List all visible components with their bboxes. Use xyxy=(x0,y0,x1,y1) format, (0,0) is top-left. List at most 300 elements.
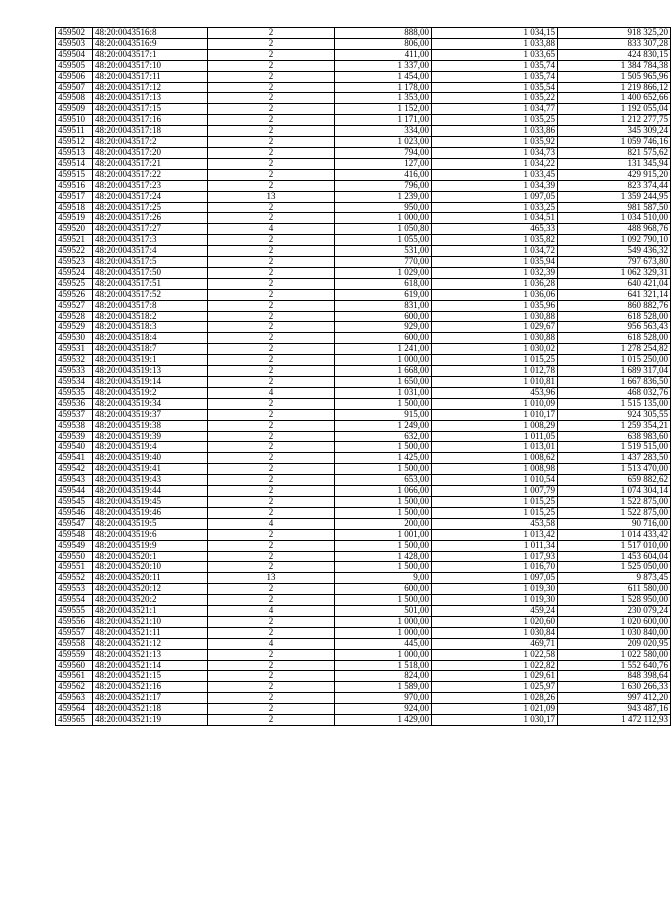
area: 1 001,00 xyxy=(335,529,432,540)
table-row xyxy=(56,344,671,355)
table-row xyxy=(56,486,671,497)
cadastral-number: 48:20:0043517:20 xyxy=(93,147,208,158)
table-row xyxy=(56,442,671,453)
cadastral-value: 1 453 604,04 xyxy=(558,551,671,562)
cadastral-value: 424 830,15 xyxy=(558,49,671,60)
row-id: 459519 xyxy=(56,213,93,224)
area: 1 000,00 xyxy=(335,355,432,366)
category-code: 2 xyxy=(208,147,335,158)
specific-value: 1 032,39 xyxy=(432,267,558,278)
cadastral-number: 48:20:0043517:27 xyxy=(93,224,208,235)
table-row xyxy=(56,311,671,322)
area: 1 454,00 xyxy=(335,71,432,82)
cadastral-number: 48:20:0043521:19 xyxy=(93,715,208,726)
area: 1 353,00 xyxy=(335,93,432,104)
cadastral-number: 48:20:0043517:8 xyxy=(93,300,208,311)
cadastral-number: 48:20:0043519:9 xyxy=(93,540,208,551)
cadastral-value: 848 398,64 xyxy=(558,671,671,682)
cadastral-value: 918 325,20 xyxy=(558,28,671,39)
cadastral-value: 1 278 254,82 xyxy=(558,344,671,355)
area: 127,00 xyxy=(335,158,432,169)
specific-value: 453,58 xyxy=(432,518,558,529)
row-id: 459554 xyxy=(56,595,93,606)
cadastral-value: 1 074 304,14 xyxy=(558,486,671,497)
table-row xyxy=(56,660,671,671)
row-id: 459545 xyxy=(56,496,93,507)
area: 618,00 xyxy=(335,278,432,289)
cadastral-value: 618 528,00 xyxy=(558,333,671,344)
cadastral-number: 48:20:0043517:13 xyxy=(93,93,208,104)
cadastral-value: 1 472 112,93 xyxy=(558,715,671,726)
area: 1 429,00 xyxy=(335,715,432,726)
cadastral-number: 48:20:0043517:51 xyxy=(93,278,208,289)
cadastral-number: 48:20:0043520:11 xyxy=(93,573,208,584)
specific-value: 1 008,98 xyxy=(432,464,558,475)
table-row xyxy=(56,333,671,344)
row-id: 459532 xyxy=(56,355,93,366)
cadastral-value: 131 345,94 xyxy=(558,158,671,169)
cadastral-number: 48:20:0043519:4 xyxy=(93,442,208,453)
table-row xyxy=(56,180,671,191)
category-code: 2 xyxy=(208,671,335,682)
category-code: 2 xyxy=(208,453,335,464)
area: 1 428,00 xyxy=(335,551,432,562)
category-code: 2 xyxy=(208,420,335,431)
table-row xyxy=(56,671,671,682)
cadastral-value: 1 014 433,42 xyxy=(558,529,671,540)
row-id: 459562 xyxy=(56,682,93,693)
row-id: 459521 xyxy=(56,235,93,246)
row-id: 459514 xyxy=(56,158,93,169)
area: 1 171,00 xyxy=(335,115,432,126)
category-code: 2 xyxy=(208,300,335,311)
row-id: 459557 xyxy=(56,627,93,638)
table-row xyxy=(56,191,671,202)
cadastral-number: 48:20:0043517:5 xyxy=(93,257,208,268)
cadastral-number: 48:20:0043521:15 xyxy=(93,671,208,682)
table-row xyxy=(56,595,671,606)
specific-value: 1 097,05 xyxy=(432,573,558,584)
cadastral-number: 48:20:0043517:12 xyxy=(93,82,208,93)
cadastral-value: 1 515 135,00 xyxy=(558,398,671,409)
category-code: 2 xyxy=(208,595,335,606)
category-code: 2 xyxy=(208,202,335,213)
table-row xyxy=(56,355,671,366)
area: 411,00 xyxy=(335,49,432,60)
row-id: 459534 xyxy=(56,377,93,388)
table-row xyxy=(56,704,671,715)
specific-value: 1 007,79 xyxy=(432,486,558,497)
category-code: 2 xyxy=(208,82,335,93)
table-row xyxy=(56,693,671,704)
row-id: 459535 xyxy=(56,387,93,398)
cadastral-value: 1 030 840,00 xyxy=(558,627,671,638)
cadastral-number: 48:20:0043516:8 xyxy=(93,28,208,39)
cadastral-number: 48:20:0043521:12 xyxy=(93,638,208,649)
specific-value: 1 012,78 xyxy=(432,366,558,377)
table-row xyxy=(56,147,671,158)
cadastral-value: 90 716,00 xyxy=(558,518,671,529)
category-code: 2 xyxy=(208,115,335,126)
table-row xyxy=(56,366,671,377)
category-code: 2 xyxy=(208,104,335,115)
cadastral-value: 1 020 600,00 xyxy=(558,616,671,627)
cadastral-number: 48:20:0043517:2 xyxy=(93,137,208,148)
table-row xyxy=(56,322,671,333)
cadastral-number: 48:20:0043517:52 xyxy=(93,289,208,300)
row-id: 459516 xyxy=(56,180,93,191)
cadastral-number: 48:20:0043519:1 xyxy=(93,355,208,366)
table-row xyxy=(56,289,671,300)
area: 929,00 xyxy=(335,322,432,333)
row-id: 459538 xyxy=(56,420,93,431)
cadastral-number: 48:20:0043519:46 xyxy=(93,507,208,518)
cadastral-value: 1 192 055,04 xyxy=(558,104,671,115)
area: 824,00 xyxy=(335,671,432,682)
row-id: 459547 xyxy=(56,518,93,529)
area: 1 500,00 xyxy=(335,464,432,475)
table-row xyxy=(56,38,671,49)
cadastral-value: 1 022 580,00 xyxy=(558,649,671,660)
cadastral-value: 429 915,20 xyxy=(558,169,671,180)
table-row xyxy=(56,213,671,224)
cadastral-value: 1 552 640,76 xyxy=(558,660,671,671)
table-row xyxy=(56,202,671,213)
row-id: 459551 xyxy=(56,562,93,573)
category-code: 2 xyxy=(208,344,335,355)
specific-value: 1 035,25 xyxy=(432,115,558,126)
area: 1 178,00 xyxy=(335,82,432,93)
table-row xyxy=(56,507,671,518)
specific-value: 453,96 xyxy=(432,387,558,398)
cadastral-value: 1 219 866,12 xyxy=(558,82,671,93)
cadastral-value: 1 505 965,96 xyxy=(558,71,671,82)
cadastral-number: 48:20:0043519:40 xyxy=(93,453,208,464)
cadastral-table xyxy=(55,27,671,726)
area: 1 055,00 xyxy=(335,235,432,246)
category-code: 2 xyxy=(208,180,335,191)
area: 1 500,00 xyxy=(335,595,432,606)
cadastral-number: 48:20:0043519:41 xyxy=(93,464,208,475)
category-code: 2 xyxy=(208,289,335,300)
specific-value: 1 034,72 xyxy=(432,246,558,257)
specific-value: 1 030,17 xyxy=(432,715,558,726)
category-code: 2 xyxy=(208,616,335,627)
table-row xyxy=(56,93,671,104)
row-id: 459564 xyxy=(56,704,93,715)
row-id: 459522 xyxy=(56,246,93,257)
cadastral-value: 823 374,44 xyxy=(558,180,671,191)
table-row xyxy=(56,257,671,268)
area: 445,00 xyxy=(335,638,432,649)
table-row xyxy=(56,158,671,169)
specific-value: 1 035,94 xyxy=(432,257,558,268)
cadastral-number: 48:20:0043521:11 xyxy=(93,627,208,638)
specific-value: 1 035,92 xyxy=(432,137,558,148)
category-code: 2 xyxy=(208,431,335,442)
table-row xyxy=(56,431,671,442)
cadastral-value: 924 305,55 xyxy=(558,409,671,420)
category-code: 4 xyxy=(208,638,335,649)
cadastral-number: 48:20:0043517:22 xyxy=(93,169,208,180)
area: 1 425,00 xyxy=(335,453,432,464)
row-id: 459515 xyxy=(56,169,93,180)
cadastral-value: 1 015 250,00 xyxy=(558,355,671,366)
row-id: 459509 xyxy=(56,104,93,115)
cadastral-number: 48:20:0043518:3 xyxy=(93,322,208,333)
row-id: 459537 xyxy=(56,409,93,420)
specific-value: 1 034,22 xyxy=(432,158,558,169)
cadastral-number: 48:20:0043519:45 xyxy=(93,496,208,507)
row-id: 459512 xyxy=(56,137,93,148)
category-code: 2 xyxy=(208,126,335,137)
cadastral-number: 48:20:0043517:16 xyxy=(93,115,208,126)
specific-value: 1 021,09 xyxy=(432,704,558,715)
category-code: 2 xyxy=(208,715,335,726)
table-row xyxy=(56,529,671,540)
area: 924,00 xyxy=(335,704,432,715)
specific-value: 1 097,05 xyxy=(432,191,558,202)
specific-value: 465,33 xyxy=(432,224,558,235)
cadastral-value: 860 882,76 xyxy=(558,300,671,311)
area: 831,00 xyxy=(335,300,432,311)
row-id: 459502 xyxy=(56,28,93,39)
table-row xyxy=(56,420,671,431)
table-row xyxy=(56,649,671,660)
area: 1 239,00 xyxy=(335,191,432,202)
cadastral-value: 1 525 050,00 xyxy=(558,562,671,573)
row-id: 459511 xyxy=(56,126,93,137)
row-id: 459550 xyxy=(56,551,93,562)
row-id: 459536 xyxy=(56,398,93,409)
row-id: 459510 xyxy=(56,115,93,126)
cadastral-value: 488 968,76 xyxy=(558,224,671,235)
row-id: 459543 xyxy=(56,475,93,486)
cadastral-number: 48:20:0043517:11 xyxy=(93,71,208,82)
category-code: 4 xyxy=(208,387,335,398)
category-code: 2 xyxy=(208,158,335,169)
area: 501,00 xyxy=(335,606,432,617)
table-row xyxy=(56,518,671,529)
category-code: 2 xyxy=(208,322,335,333)
area: 1 500,00 xyxy=(335,442,432,453)
category-code: 2 xyxy=(208,213,335,224)
table-row xyxy=(56,235,671,246)
cadastral-number: 48:20:0043520:1 xyxy=(93,551,208,562)
cadastral-number: 48:20:0043521:17 xyxy=(93,693,208,704)
cadastral-value: 1 212 277,75 xyxy=(558,115,671,126)
category-code: 2 xyxy=(208,137,335,148)
area: 1 500,00 xyxy=(335,540,432,551)
row-id: 459563 xyxy=(56,693,93,704)
category-code: 2 xyxy=(208,355,335,366)
table-row xyxy=(56,409,671,420)
table-row xyxy=(56,496,671,507)
row-id: 459508 xyxy=(56,93,93,104)
table-row xyxy=(56,115,671,126)
table-row xyxy=(56,606,671,617)
cadastral-number: 48:20:0043521:1 xyxy=(93,606,208,617)
specific-value: 1 035,82 xyxy=(432,235,558,246)
row-id: 459529 xyxy=(56,322,93,333)
category-code: 2 xyxy=(208,278,335,289)
cadastral-number: 48:20:0043519:6 xyxy=(93,529,208,540)
specific-value: 1 035,74 xyxy=(432,60,558,71)
cadastral-number: 48:20:0043519:14 xyxy=(93,377,208,388)
row-id: 459528 xyxy=(56,311,93,322)
category-code: 2 xyxy=(208,540,335,551)
row-id: 459555 xyxy=(56,606,93,617)
category-code: 13 xyxy=(208,573,335,584)
cadastral-number: 48:20:0043519:44 xyxy=(93,486,208,497)
cadastral-value: 833 307,28 xyxy=(558,38,671,49)
specific-value: 1 010,09 xyxy=(432,398,558,409)
cadastral-value: 468 032,76 xyxy=(558,387,671,398)
row-id: 459505 xyxy=(56,60,93,71)
specific-value: 1 015,25 xyxy=(432,507,558,518)
cadastral-value: 345 309,24 xyxy=(558,126,671,137)
category-code: 4 xyxy=(208,224,335,235)
specific-value: 1 033,45 xyxy=(432,169,558,180)
specific-value: 1 035,22 xyxy=(432,93,558,104)
category-code: 2 xyxy=(208,333,335,344)
category-code: 2 xyxy=(208,235,335,246)
cadastral-value: 1 384 784,38 xyxy=(558,60,671,71)
cadastral-number: 48:20:0043519:13 xyxy=(93,366,208,377)
category-code: 2 xyxy=(208,464,335,475)
cadastral-number: 48:20:0043517:15 xyxy=(93,104,208,115)
area: 1 668,00 xyxy=(335,366,432,377)
table-row xyxy=(56,267,671,278)
table-row xyxy=(56,616,671,627)
row-id: 459544 xyxy=(56,486,93,497)
category-code: 2 xyxy=(208,704,335,715)
area: 1 500,00 xyxy=(335,507,432,518)
cadastral-value: 1 059 746,16 xyxy=(558,137,671,148)
area: 531,00 xyxy=(335,246,432,257)
row-id: 459520 xyxy=(56,224,93,235)
table-row xyxy=(56,387,671,398)
specific-value: 1 011,05 xyxy=(432,431,558,442)
cadastral-number: 48:20:0043517:21 xyxy=(93,158,208,169)
row-id: 459542 xyxy=(56,464,93,475)
area: 1 650,00 xyxy=(335,377,432,388)
cadastral-number: 48:20:0043517:18 xyxy=(93,126,208,137)
table-row xyxy=(56,682,671,693)
area: 1 000,00 xyxy=(335,627,432,638)
cadastral-value: 1 517 010,00 xyxy=(558,540,671,551)
category-code: 2 xyxy=(208,682,335,693)
specific-value: 1 029,61 xyxy=(432,671,558,682)
area: 1 337,00 xyxy=(335,60,432,71)
cadastral-value: 981 587,50 xyxy=(558,202,671,213)
cadastral-value: 1 630 266,33 xyxy=(558,682,671,693)
specific-value: 1 028,26 xyxy=(432,693,558,704)
cadastral-value: 1 259 354,21 xyxy=(558,420,671,431)
cadastral-number: 48:20:0043520:12 xyxy=(93,584,208,595)
cadastral-value: 230 079,24 xyxy=(558,606,671,617)
table-row xyxy=(56,49,671,60)
cadastral-number: 48:20:0043516:9 xyxy=(93,38,208,49)
row-id: 459523 xyxy=(56,257,93,268)
area: 1 029,00 xyxy=(335,267,432,278)
row-id: 459530 xyxy=(56,333,93,344)
area: 1 031,00 xyxy=(335,387,432,398)
table-row xyxy=(56,551,671,562)
specific-value: 1 013,01 xyxy=(432,442,558,453)
table-row xyxy=(56,82,671,93)
table-row xyxy=(56,126,671,137)
cadastral-value: 1 034 510,00 xyxy=(558,213,671,224)
cadastral-number: 48:20:0043521:14 xyxy=(93,660,208,671)
row-id: 459533 xyxy=(56,366,93,377)
specific-value: 1 017,93 xyxy=(432,551,558,562)
cadastral-number: 48:20:0043519:37 xyxy=(93,409,208,420)
cadastral-number: 48:20:0043519:39 xyxy=(93,431,208,442)
cadastral-number: 48:20:0043519:38 xyxy=(93,420,208,431)
category-code: 2 xyxy=(208,71,335,82)
specific-value: 1 034,77 xyxy=(432,104,558,115)
specific-value: 1 033,88 xyxy=(432,38,558,49)
table-row xyxy=(56,398,671,409)
specific-value: 1 015,25 xyxy=(432,496,558,507)
area: 653,00 xyxy=(335,475,432,486)
area: 794,00 xyxy=(335,147,432,158)
cadastral-value: 641 321,14 xyxy=(558,289,671,300)
cadastral-value: 1 667 836,50 xyxy=(558,377,671,388)
area: 1 152,00 xyxy=(335,104,432,115)
area: 600,00 xyxy=(335,584,432,595)
table-row xyxy=(56,300,671,311)
cadastral-number: 48:20:0043521:13 xyxy=(93,649,208,660)
row-id: 459506 xyxy=(56,71,93,82)
category-code: 2 xyxy=(208,377,335,388)
cadastral-number: 48:20:0043517:26 xyxy=(93,213,208,224)
category-code: 2 xyxy=(208,398,335,409)
area: 600,00 xyxy=(335,311,432,322)
specific-value: 1 029,67 xyxy=(432,322,558,333)
area: 1 500,00 xyxy=(335,562,432,573)
specific-value: 1 034,73 xyxy=(432,147,558,158)
specific-value: 1 030,88 xyxy=(432,333,558,344)
area: 796,00 xyxy=(335,180,432,191)
row-id: 459504 xyxy=(56,49,93,60)
specific-value: 1 016,70 xyxy=(432,562,558,573)
table-row xyxy=(56,60,671,71)
category-code: 2 xyxy=(208,562,335,573)
area: 1 518,00 xyxy=(335,660,432,671)
category-code: 2 xyxy=(208,246,335,257)
category-code: 2 xyxy=(208,693,335,704)
specific-value: 1 035,54 xyxy=(432,82,558,93)
row-id: 459549 xyxy=(56,540,93,551)
cadastral-value: 1 522 875,00 xyxy=(558,507,671,518)
table-row xyxy=(56,246,671,257)
specific-value: 1 036,06 xyxy=(432,289,558,300)
area: 1 000,00 xyxy=(335,649,432,660)
cadastral-value: 943 487,16 xyxy=(558,704,671,715)
cadastral-value: 1 092 790,10 xyxy=(558,235,671,246)
area: 1 500,00 xyxy=(335,496,432,507)
table-row xyxy=(56,453,671,464)
category-code: 2 xyxy=(208,49,335,60)
row-id: 459526 xyxy=(56,289,93,300)
specific-value: 1 025,97 xyxy=(432,682,558,693)
cadastral-number: 48:20:0043518:4 xyxy=(93,333,208,344)
category-code: 2 xyxy=(208,366,335,377)
specific-value: 1 010,54 xyxy=(432,475,558,486)
category-code: 2 xyxy=(208,660,335,671)
